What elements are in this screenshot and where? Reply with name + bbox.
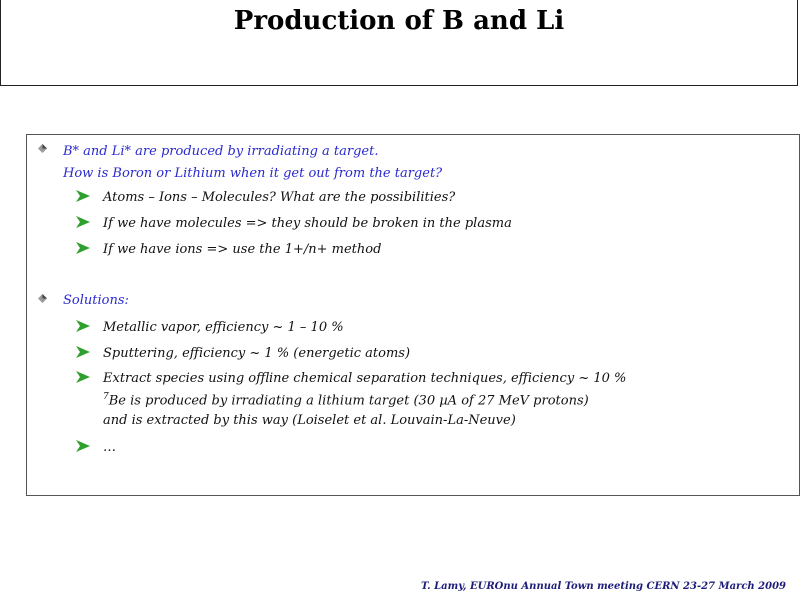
- solution-3-line-2-text: Be is produced by irradiating a lithium target (30 µA of 27 MeV protons): [108, 393, 589, 409]
- arrow-bullet-icon: [76, 371, 90, 383]
- sub-bullet-1: Atoms – Ions – Molecules? What are the possibilities?: [103, 190, 456, 205]
- bullet-diamond-icon: [38, 144, 47, 153]
- bullet-2: Solutions:: [63, 293, 129, 308]
- slide-title: Production of B and Li: [233, 6, 565, 36]
- arrow-bullet-icon: [76, 440, 90, 452]
- bullet-1-line-1: B* and Li* are produced by irradiating a target.: [63, 144, 379, 159]
- solution-3-line-3: and is extracted by this way (Loiselet et al. Louvain-La-Neuve): [103, 413, 516, 428]
- solution-3-line-2: [103, 392, 589, 408]
- title-frame: [0, 0, 798, 86]
- bullet-1-line-2: How is Boron or Lithium when it get out from the target?: [63, 166, 443, 181]
- sub-bullet-2: If we have molecules => they should be broken in the plasma: [103, 216, 512, 231]
- arrow-bullet-icon: [76, 190, 90, 202]
- arrow-bullet-icon: [76, 320, 90, 332]
- arrow-bullet-icon: [76, 242, 90, 254]
- arrow-bullet-icon: [76, 216, 90, 228]
- content-frame: [26, 134, 800, 496]
- solution-3: Extract species using offline chemical separation techniques, efficiency ~ 10 %: [103, 371, 627, 386]
- footer-credit: T. Lamy, EUROnu Annual Town meeting CERN 23-27 March 2009: [421, 581, 786, 592]
- arrow-bullet-icon: [76, 346, 90, 358]
- bullet-diamond-icon: [38, 294, 47, 303]
- solution-4: …: [103, 440, 116, 455]
- solution-2: Sputtering, efficiency ~ 1 % (energetic atoms): [103, 346, 411, 361]
- sub-bullet-3: If we have ions => use the 1+/n+ method: [103, 242, 382, 257]
- isotope-superscript: 7: [103, 392, 109, 402]
- solution-1: Metallic vapor, efficiency ~ 1 – 10 %: [103, 320, 344, 335]
